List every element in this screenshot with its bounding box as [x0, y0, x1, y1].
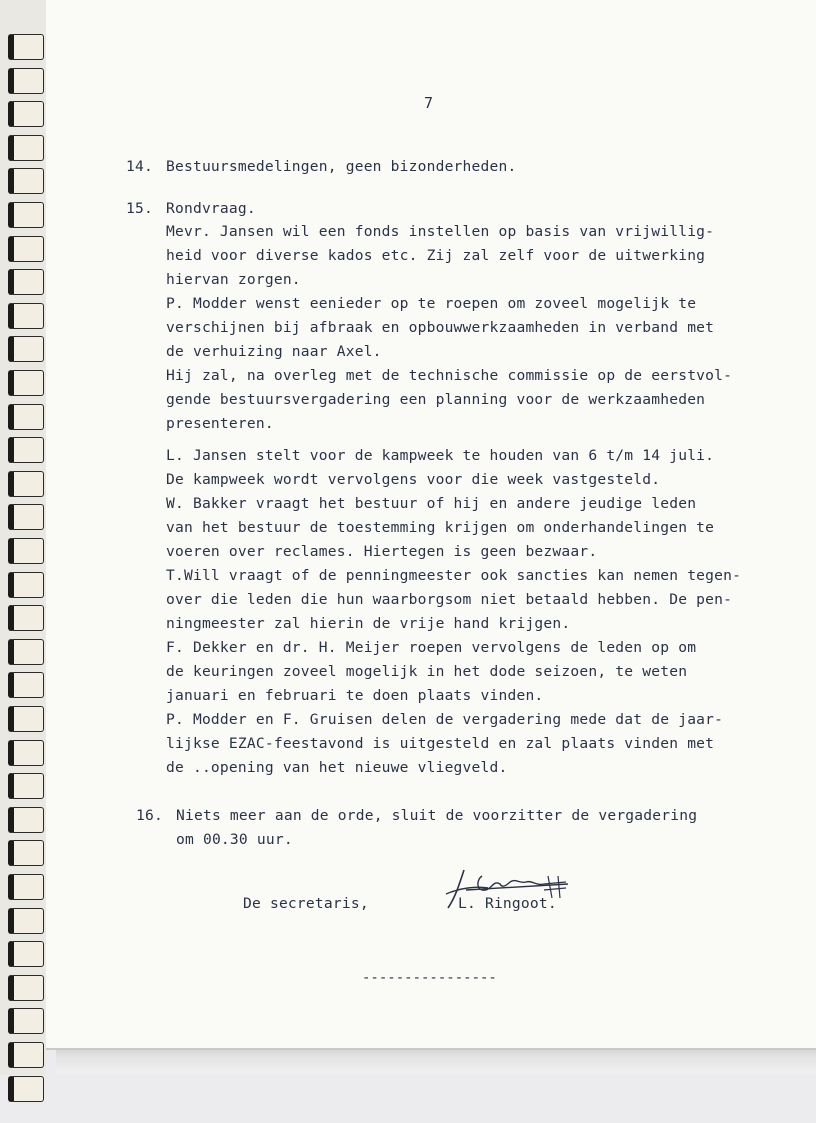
binding-ring	[8, 605, 44, 631]
item-15-line: presenteren.	[166, 415, 274, 432]
item-14-number: 14.	[126, 158, 153, 175]
item-15-line: over die leden die hun waarborgsom niet betaald hebben. De pen-	[166, 591, 733, 608]
binding-ring	[8, 908, 44, 934]
item-15-line: de keuringen zoveel mogelijk in het dode seizoen, te weten	[166, 663, 688, 680]
item-15-line: heid voor diverse kados etc. Zij zal zelf voor de uitwerking	[166, 247, 706, 264]
binding-ring	[8, 807, 44, 833]
binding-ring	[8, 1076, 44, 1102]
binding-ring	[8, 236, 44, 262]
item-15-number: 15.	[126, 200, 153, 217]
item-15-line: de ..opening van het nieuwe vliegveld.	[166, 759, 508, 776]
binding-ring	[8, 437, 44, 463]
binding-ring	[8, 303, 44, 329]
binding-ring	[8, 941, 44, 967]
item-15-line: gende bestuursvergadering een planning voor de werkzaamheden	[166, 391, 706, 408]
binding-ring	[8, 1042, 44, 1068]
closing-rule: ----------------	[362, 970, 497, 986]
item-15-line: L. Jansen stelt voor de kampweek te houden van 6 t/m 14 juli.	[166, 447, 715, 464]
item-15-line: Mevr. Jansen wil een fonds instellen op basis van vrijwillig-	[166, 223, 715, 240]
binding-ring	[8, 672, 44, 698]
signoff-name: L. Ringoot.	[458, 895, 557, 912]
item-15-line: lijkse EZAC-feestavond is uitgesteld en zal plaats vinden met	[166, 735, 715, 752]
item-15-line: januari en februari te doen plaats vinden.	[166, 687, 544, 704]
binding-ring	[8, 1008, 44, 1034]
binding-ring	[8, 706, 44, 732]
binding-ring	[8, 572, 44, 598]
item-15-line: W. Bakker vraagt het bestuur of hij en andere jeudige leden	[166, 495, 697, 512]
binding-ring	[8, 975, 44, 1001]
binding-ring	[8, 202, 44, 228]
binding-ring	[8, 135, 44, 161]
item-15-line: P. Modder wenst eenieder op te roepen om zoveel mogelijk te	[166, 295, 697, 312]
binding-ring	[8, 538, 44, 564]
item-15-line: verschijnen bij afbraak en opbouwwerkzaamheden in verband met	[166, 319, 715, 336]
item-15-line: P. Modder en F. Gruisen delen de vergadering mede dat de jaar-	[166, 711, 724, 728]
binding-ring	[8, 639, 44, 665]
item-15-line: F. Dekker en dr. H. Meijer roepen vervolgens de leden op om	[166, 639, 697, 656]
binding-ring	[8, 168, 44, 194]
binding-ring	[8, 840, 44, 866]
item-15-title: Rondvraag.	[166, 200, 256, 217]
item-15-line: hiervan zorgen.	[166, 271, 301, 288]
binding-ring	[8, 68, 44, 94]
item-15-line: van het bestuur de toestemming krijgen om onderhandelingen te	[166, 519, 715, 536]
binding-ring	[8, 34, 44, 60]
item-14-text: Bestuursmedelingen, geen bizonderheden.	[166, 158, 517, 175]
item-16-line-2: om 00.30 uur.	[176, 831, 293, 848]
binding-ring	[8, 874, 44, 900]
page-number: 7	[424, 94, 434, 112]
item-15-line: voeren over reclames. Hiertegen is geen bezwaar.	[166, 543, 598, 560]
item-15-line: Hij zal, na overleg met de technische commissie op de eerstvol-	[166, 367, 733, 384]
binding-ring	[8, 269, 44, 295]
binding-ring	[8, 504, 44, 530]
binding-ring	[8, 404, 44, 430]
item-16-line-1: Niets meer aan de orde, sluit de voorzitter de vergadering	[176, 807, 698, 824]
binding-ring	[8, 101, 44, 127]
item-15-line: ningmeester zal hierin de vrije hand krijgen.	[166, 615, 571, 632]
signoff-role: De secretaris,	[243, 895, 369, 912]
binding-ring	[8, 740, 44, 766]
binding-ring	[8, 336, 44, 362]
handwritten-signature	[436, 858, 576, 918]
item-15-line: De kampweek wordt vervolgens voor die week vastgesteld.	[166, 471, 661, 488]
item-15-line: T.Will vraagt of de penningmeester ook sancties kan nemen tegen-	[166, 567, 742, 584]
spiral-binding	[0, 0, 46, 1075]
binding-ring	[8, 471, 44, 497]
binding-ring	[8, 370, 44, 396]
item-16-number: 16.	[136, 807, 163, 824]
page-stack-edge	[56, 1046, 816, 1074]
item-15-line: de verhuizing naar Axel.	[166, 343, 382, 360]
binding-ring	[8, 773, 44, 799]
